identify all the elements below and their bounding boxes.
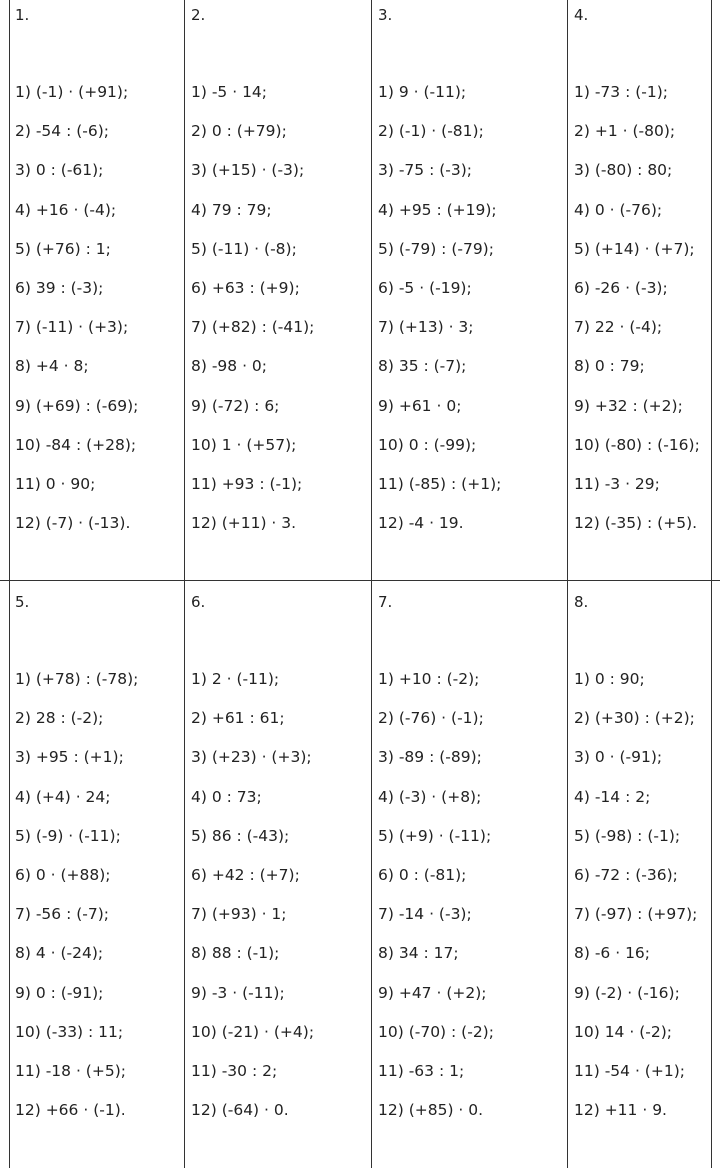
exercise-item: 1) 2 · (-11); [191,670,280,688]
group-number: 4. [574,6,589,24]
exercise-item: 7) (+13) · 3; [378,318,474,337]
exercise-item: 3) 0 · (-91); [574,748,663,767]
exercise-item: 12) (-7) · (-13). [15,514,131,533]
exercise-item: 1) +10 : (-2); [378,670,480,688]
exercise-list [15,83,138,553]
exercise-item: 5) 86 : (-43); [191,826,290,845]
row-divider [0,580,720,581]
exercise-item: 6) 0 : (-81); [378,865,467,884]
exercise-item: 4) 79 : 79; [191,200,272,219]
exercise-item: 7) -56 : (-7); [15,905,109,924]
exercise-item: 8) 35 : (-7); [378,357,467,376]
exercise-item: 1) 9 · (-11); [378,83,467,101]
exercise-item: 3) 0 : (-61); [15,161,104,180]
exercise-item: 4) (-3) · (+8); [378,787,482,806]
exercise-item: 9) (-72) : 6; [191,396,280,415]
exercise-item: 11) -54 · (+1); [574,1061,685,1080]
exercise-item: 11) (-85) : (+1); [378,474,502,493]
exercise-item: 12) +11 · 9. [574,1101,667,1120]
exercise-list [15,670,138,1140]
exercise-item: 9) -3 · (-11); [191,983,285,1002]
exercise-item: 5) (-98) : (-1); [574,826,681,845]
exercise-item: 3) (+15) · (-3); [191,161,305,180]
exercise-item: 10) (-33) : 11; [15,1022,124,1041]
exercise-item: 4) +16 · (-4); [15,200,117,219]
exercise-item: 9) +61 · 0; [378,396,462,415]
table-border-right [711,0,712,1168]
exercise-item: 9) (-2) · (-16); [574,983,680,1002]
exercise-item: 2) 0 : (+79); [191,122,287,141]
exercise-list [574,670,697,1140]
column-divider [567,0,568,1168]
exercise-item: 12) +66 · (-1). [15,1101,126,1120]
exercise-item: 1) 0 : 90; [574,670,645,688]
exercise-item: 11) +93 : (-1); [191,474,303,493]
exercise-list [574,83,700,553]
exercise-item: 6) +63 : (+9); [191,278,300,297]
exercise-item: 4) 0 : 73; [191,787,262,806]
group-number: 7. [378,593,393,611]
exercise-item: 5) (+9) · (-11); [378,826,492,845]
exercise-item: 12) (+11) · 3. [191,514,297,533]
exercise-item: 3) (+23) · (+3); [191,748,312,767]
exercise-item: 11) -63 : 1; [378,1061,465,1080]
exercise-item: 5) (-11) · (-8); [191,239,297,258]
exercise-item: 4) +95 : (+19); [378,200,497,219]
exercise-item: 12) -4 · 19. [378,514,464,533]
exercise-item: 11) -18 · (+5); [15,1061,126,1080]
exercise-item: 2) +61 : 61; [191,709,285,728]
group-number: 6. [191,593,206,611]
exercise-item: 10) (-80) : (-16); [574,435,700,454]
group-number: 1. [15,6,30,24]
exercise-item: 10) (-21) · (+4); [191,1022,315,1041]
exercise-item: 6) +42 : (+7); [191,865,300,884]
exercise-item: 2) -54 : (-6); [15,122,109,141]
exercise-item: 4) -14 : 2; [574,787,651,806]
exercise-item: 9) +32 : (+2); [574,396,683,415]
exercise-item: 6) -26 · (-3); [574,278,668,297]
column-divider [184,0,185,1168]
exercise-item: 2) (-1) · (-81); [378,122,484,141]
column-divider [371,0,372,1168]
exercise-item: 5) (+14) · (+7); [574,239,695,258]
exercise-item: 7) 22 · (-4); [574,318,663,337]
exercise-item: 1) -73 : (-1); [574,83,668,101]
group-number: 5. [15,593,30,611]
exercise-item: 8) 0 : 79; [574,357,645,376]
exercise-item: 5) (-79) : (-79); [378,239,494,258]
group-number: 8. [574,593,589,611]
exercise-item: 6) 39 : (-3); [15,278,104,297]
exercise-item: 11) -3 · 29; [574,474,660,493]
exercise-item: 6) -5 · (-19); [378,278,472,297]
exercise-item: 6) 0 · (+88); [15,865,111,884]
exercise-item: 10) 0 : (-99); [378,435,477,454]
exercise-item: 4) (+4) · 24; [15,787,111,806]
exercise-item: 10) -84 : (+28); [15,435,137,454]
exercise-item: 12) (+85) · 0. [378,1101,484,1120]
exercise-item: 8) 88 : (-1); [191,944,280,963]
exercise-item: 5) (+76) : 1; [15,239,111,258]
exercise-item: 4) 0 · (-76); [574,200,663,219]
exercise-item: 9) (+69) : (-69); [15,396,139,415]
exercise-item: 5) (-9) · (-11); [15,826,121,845]
exercise-item: 12) (-64) · 0. [191,1101,289,1120]
exercise-item: 11) 0 · 90; [15,474,96,493]
exercise-list [191,670,314,1140]
group-number: 2. [191,6,206,24]
exercise-item: 10) 14 · (-2); [574,1022,672,1041]
exercise-item: 8) 4 · (-24); [15,944,104,963]
exercise-item: 11) -30 : 2; [191,1061,278,1080]
exercise-item: 8) +4 · 8; [15,357,89,376]
exercise-item: 7) (+82) : (-41); [191,318,315,337]
exercise-list [378,83,501,553]
exercise-item: 10) 1 · (+57); [191,435,297,454]
exercise-item: 6) -72 : (-36); [574,865,678,884]
exercise-item: 9) +47 · (+2); [378,983,487,1002]
exercise-item: 7) (+93) · 1; [191,905,287,924]
group-number: 3. [378,6,393,24]
exercise-item: 3) -89 : (-89); [378,748,482,767]
exercise-item: 10) (-70) : (-2); [378,1022,494,1041]
exercise-item: 2) (-76) · (-1); [378,709,484,728]
exercise-item: 12) (-35) : (+5). [574,514,698,533]
exercise-item: 8) -6 · 16; [574,944,651,963]
table-border-left [9,0,10,1168]
exercise-item: 7) (-11) · (+3); [15,318,129,337]
exercise-list [378,670,494,1140]
exercise-item: 7) -14 · (-3); [378,905,472,924]
exercise-list [191,83,314,553]
exercise-item: 1) (-1) · (+91); [15,83,129,101]
exercise-item: 2) (+30) : (+2); [574,709,695,728]
exercise-item: 8) 34 : 17; [378,944,459,963]
exercise-item: 8) -98 · 0; [191,357,268,376]
exercise-item: 3) (-80) : 80; [574,161,673,180]
exercise-item: 3) -75 : (-3); [378,161,472,180]
exercise-item: 1) (+78) : (-78); [15,670,139,688]
exercise-item: 9) 0 : (-91); [15,983,104,1002]
exercise-item: 1) -5 · 14; [191,83,268,101]
exercise-item: 2) +1 · (-80); [574,122,676,141]
exercise-item: 2) 28 : (-2); [15,709,104,728]
exercise-item: 3) +95 : (+1); [15,748,124,767]
exercise-item: 7) (-97) : (+97); [574,905,698,924]
